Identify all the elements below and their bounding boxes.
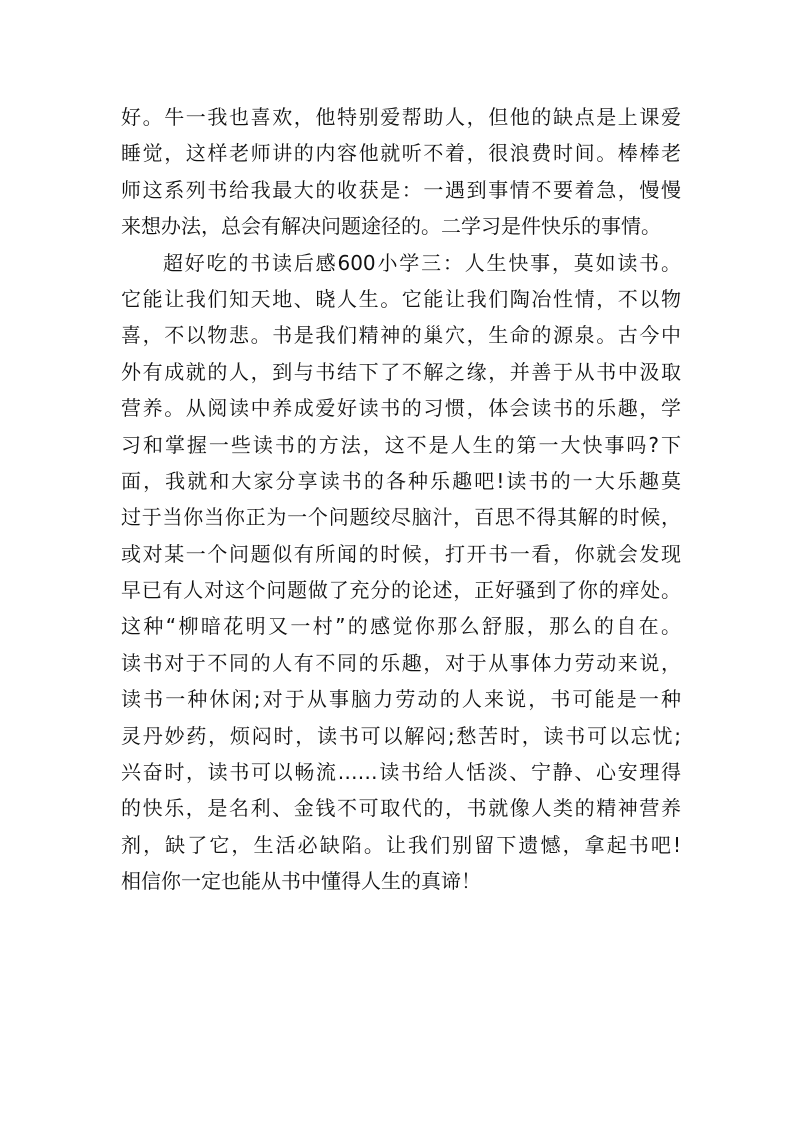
text-line: 早已有人对这个问题做了充分的论述，正好骚到了你的痒处。 (121, 578, 681, 603)
text-line: 读书一种休闲;对于从事脑力劳动的人来说，书可能是一种 (121, 687, 681, 712)
text-line: 营养。从阅读中养成爱好读书的习惯，体会读书的乐趣，学 (121, 396, 681, 421)
text-line: 来想办法，总会有解决问题途径的。二学习是件快乐的事情。 (121, 214, 661, 239)
text-line: 外有成就的人，到与书结下了不解之缘，并善于从书中汲取 (121, 359, 681, 384)
text-line: 相信你一定也能从书中懂得人生的真谛！ (121, 869, 481, 894)
text-line: 师这系列书给我最大的收获是：一遇到事情不要着急，慢慢 (121, 177, 681, 202)
text-line: 它能让我们知天地、晓人生。它能让我们陶冶性情，不以物 (121, 286, 681, 311)
text-line: 过于当你当你正为一个问题绞尽脑汁，百思不得其解的时候， (121, 505, 681, 530)
text-line: 灵丹妙药，烦闷时，读书可以解闷;愁苦时，读书可以忘忧; (121, 723, 681, 748)
text-line: 习和掌握一些读书的方法，这不是人生的第一大快事吗?下 (121, 432, 681, 457)
text-line: 读书对于不同的人有不同的乐趣，对于从事体力劳动来说， (121, 650, 681, 675)
text-line: 喜，不以物悲。书是我们精神的巢穴，生命的源泉。古今中 (121, 323, 681, 348)
essay-body (121, 99, 681, 900)
text-line: 的快乐，是名利、金钱不可取代的，书就像人类的精神营养 (121, 796, 681, 821)
text-line: 或对某一个问题似有所闻的时候，打开书一看，你就会发现 (121, 541, 681, 566)
text-line: 兴奋时，读书可以畅流……读书给人恬淡、宁静、心安理得 (121, 760, 681, 785)
text-line: 这种“柳暗花明又一村”的感觉你那么舒服，那么的自在。 (121, 614, 681, 639)
paragraph-start-line: 超好吃的书读后感600小学三：人生快事，莫如读书。 (163, 250, 681, 275)
text-line: 好。牛一我也喜欢，他特别爱帮助人，但他的缺点是上课爱 (121, 105, 681, 129)
text-line: 剂，缺了它，生活必缺陷。让我们别留下遗憾，拿起书吧! (121, 832, 681, 857)
text-line: 睡觉，这样老师讲的内容他就听不着，很浪费时间。棒棒老 (121, 141, 681, 166)
text-line: 面，我就和大家分享读书的各种乐趣吧!读书的一大乐趣莫 (121, 468, 681, 493)
